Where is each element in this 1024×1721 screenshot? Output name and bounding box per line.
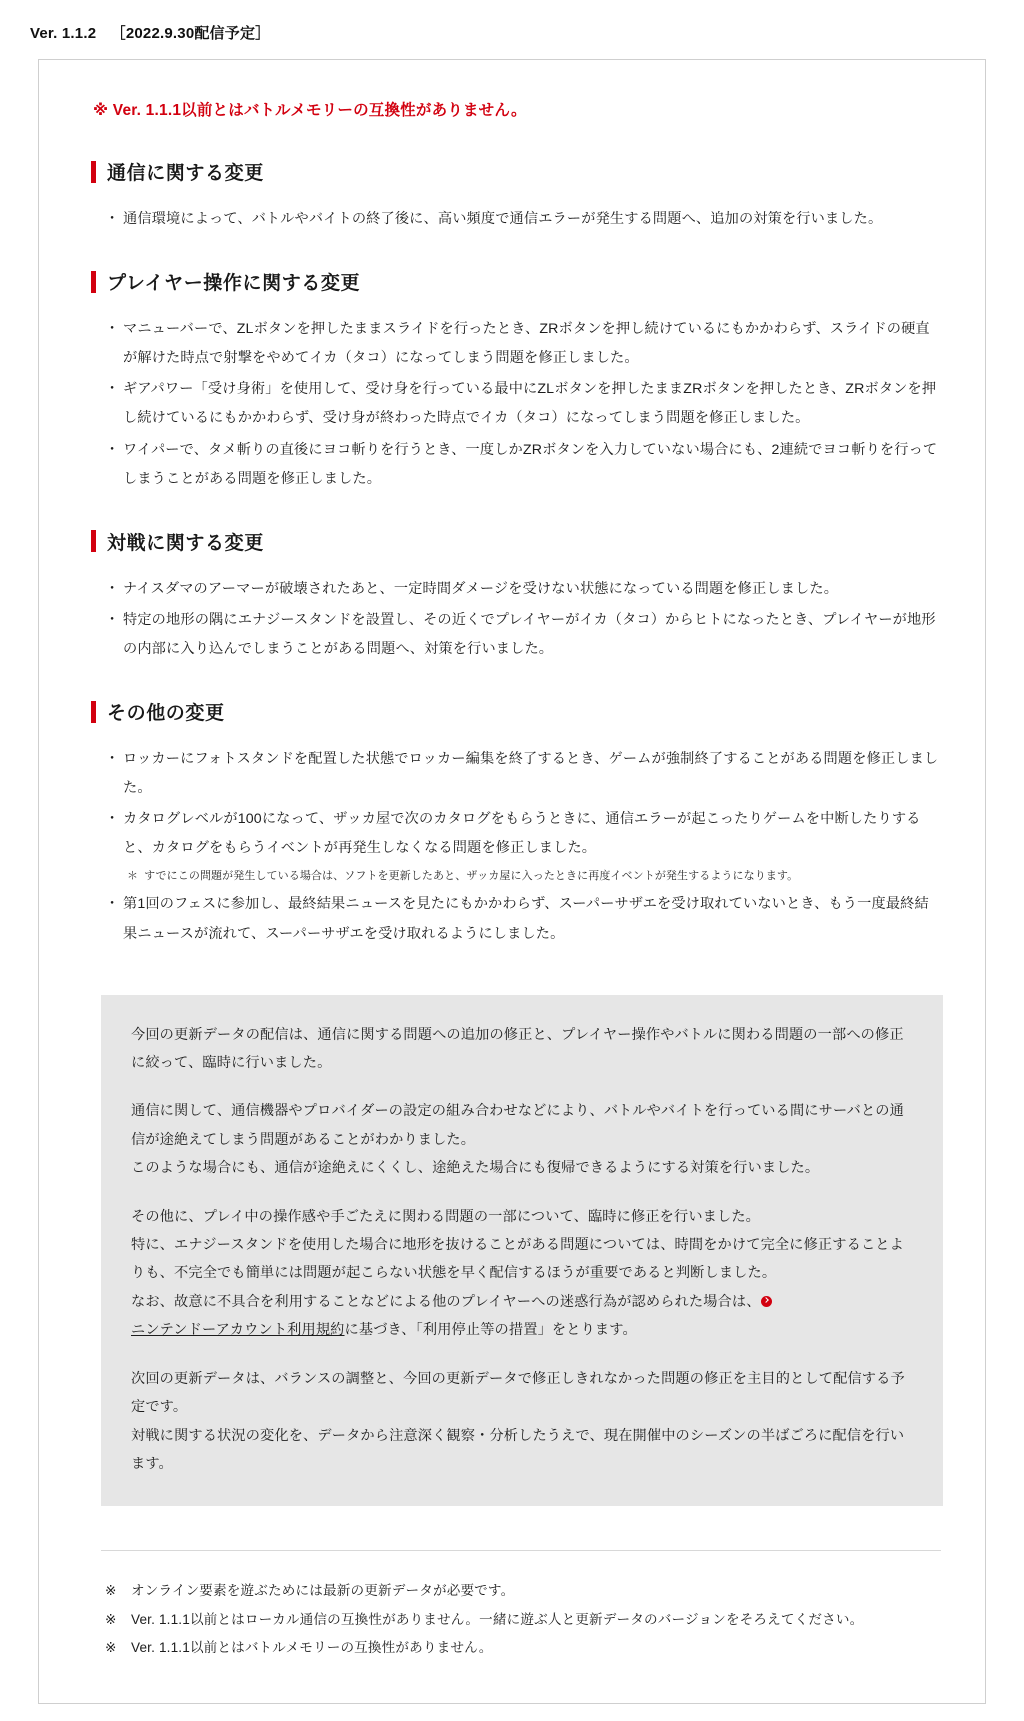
comment-paragraph: 特に、エナジースタンドを使用した場合に地形を抜けることがある問題については、時間をかけて完全に修正することよりも、不完全でも簡単には問題が起こらない状態を早く配信するほうが重要であると判断しました。	[131, 1237, 904, 1282]
footnote-list	[73, 1577, 951, 1663]
bullet-list	[73, 575, 951, 664]
sub-note	[107, 866, 941, 887]
red-bar-icon	[91, 530, 96, 552]
section-player-controls	[73, 268, 951, 494]
legal-lead-text: なお、故意に不具合を利用することなどによる他のプレイヤーへの迷惑行為が認められた場合は、	[131, 1293, 761, 1310]
comment-paragraph: このような場合にも、通信が途絶えにくくし、途絶えた場合にも復帰できるようにする対策を行いました。	[131, 1160, 820, 1177]
section-other	[73, 698, 951, 949]
bullet-list	[73, 745, 951, 949]
version-number: 1.1.2	[61, 25, 97, 42]
list-item: ・ マニューバーで、ZLボタンを押したままスライドを行ったとき、ZRボタンを押し続けているにもかかわらず、スライドの硬直が解けた時点で射撃をやめてイカ（タコ）になってしまう問題を修正しました。	[107, 315, 941, 373]
asterisk-icon: ※	[105, 1640, 117, 1656]
list-item: ・ ワイパーで、タメ斬りの直後にヨコ斬りを行うとき、一度しかZRボタンを入力していない場合にも、2連続でヨコ斬りを行ってしまうことがある問題を修正しました。	[107, 436, 941, 494]
comment-paragraph: 通信に関して、通信機器やプロバイダーの設定の組み合わせなどにより、バトルやバイトを行っている間にサーバとの通信が途絶えてしまう問題があることがわかりました。	[131, 1103, 904, 1148]
developer-comment-box	[101, 995, 943, 1507]
asterisk-icon: ※	[105, 1611, 117, 1627]
list-item: ・ ギアパワー「受け身術」を使用して、受け身を行っている最中にZLボタンを押したままZRボタンを押したとき、ZRボタンを押し続けているにもかかわらず、受け身が終わった時点でイカ（タコ）になってしまう問題を修正しました。	[107, 375, 941, 433]
section-heading	[73, 698, 951, 725]
divider	[101, 1550, 941, 1551]
asterisk-icon: ＊	[127, 869, 139, 882]
patch-notes-card	[38, 59, 986, 1704]
comment-paragraph-legal	[131, 1288, 913, 1345]
bullet-list	[73, 315, 951, 494]
compatibility-warning: ※ Ver. 1.1.1以前とはバトルメモリーの互換性がありません。	[93, 102, 527, 119]
red-bar-icon	[91, 161, 96, 183]
comment-paragraph: 今回の更新データの配信は、通信に関する問題への追加の修正と、プレイヤー操作やバトルに関わる問題の一部への修正に絞って、臨時に行いました。	[131, 1026, 904, 1072]
footnote-item	[101, 1577, 941, 1606]
comment-paragraph: その他に、プレイ中の操作感や手ごたえに関わる問題の一部について、臨時に修正を行いました。	[131, 1208, 761, 1225]
footnote-text: Ver. 1.1.1以前とはローカル通信の互換性がありません。一緒に遊ぶ人と更新データのバージョンをそろえてください。	[131, 1611, 864, 1627]
version-header	[0, 0, 1024, 59]
nintendo-account-terms-link[interactable]: ニンテンドーアカウント利用規約	[131, 1322, 345, 1339]
section-heading	[73, 528, 951, 555]
section-title: 通信に関する変更	[107, 163, 264, 184]
release-date: ［2022.9.30配信予定］	[110, 25, 271, 42]
red-bar-icon	[91, 271, 96, 293]
footnote-item	[101, 1606, 941, 1635]
asterisk-icon: ※	[105, 1583, 117, 1599]
comment-paragraph: 次回の更新データは、バランスの調整と、今回の更新データで修正しきれなかった問題の修正を主目的として配信する予定です。	[131, 1370, 905, 1416]
section-communication	[73, 158, 951, 234]
section-battle	[73, 528, 951, 664]
footnote-item	[101, 1634, 941, 1663]
list-item: ・ 特定の地形の隅にエナジースタンドを設置し、その近くでプレイヤーがイカ（タコ）からヒトになったとき、プレイヤーが地形の内部に入り込んでしまうことがある問題へ、対策を行いました。	[107, 606, 941, 664]
version-label: Ver.	[30, 25, 58, 42]
section-title: その他の変更	[107, 703, 225, 725]
section-title: 対戦に関する変更	[107, 532, 264, 554]
footnote-text: オンライン要素を遊ぶためには最新の更新データが必要です。	[131, 1583, 515, 1599]
section-title: プレイヤー操作に関する変更	[107, 273, 361, 295]
legal-tail-text: に基づき、「利用停止等の措置」をとります。	[344, 1322, 637, 1339]
comment-paragraph: 対戦に関する状況の変化を、データから注意深く観察・分析したうえで、現在開催中のシーズンの半ばごろに配信を行います。	[131, 1427, 905, 1472]
list-item: ・ カタログレベルが100になって、ザッカ屋で次のカタログをもらうときに、通信エラーが起こったりゲームを中断したりすると、カタログをもらうイベントが再発生しなくなる問題を修正しました。	[107, 805, 941, 863]
list-item: ・ 第1回のフェスに参加し、最終結果ニュースを見たにもかかわらず、スーパーサザエを受け取れていないとき、もう一度最終結果ニュースが流れて、スーパーサザエを受け取れるようにしました。	[107, 890, 941, 948]
section-heading	[73, 268, 951, 295]
section-heading	[73, 158, 951, 185]
red-bar-icon	[91, 701, 96, 723]
bullet-list	[73, 205, 951, 234]
list-item: ・ ロッカーにフォトスタンドを配置した状態でロッカー編集を終了するとき、ゲームが強制終了することがある問題を修正しました。	[107, 745, 941, 803]
list-item: ・ ナイスダマのアーマーが破壊されたあと、一定時間ダメージを受けない状態になっている問題を修正しました。	[107, 575, 941, 604]
arrow-circle-icon	[761, 1296, 772, 1307]
list-item: ・ 通信環境によって、バトルやバイトの終了後に、高い頻度で通信エラーが発生する問題へ、追加の対策を行いました。	[107, 205, 941, 234]
sub-note-text: すでにこの問題が発生している場合は、ソフトを更新したあと、ザッカ屋に入ったときに再度イベントが発生するようになります。	[144, 869, 799, 882]
footnote-text: Ver. 1.1.1以前とはバトルメモリーの互換性がありません。	[131, 1640, 493, 1656]
